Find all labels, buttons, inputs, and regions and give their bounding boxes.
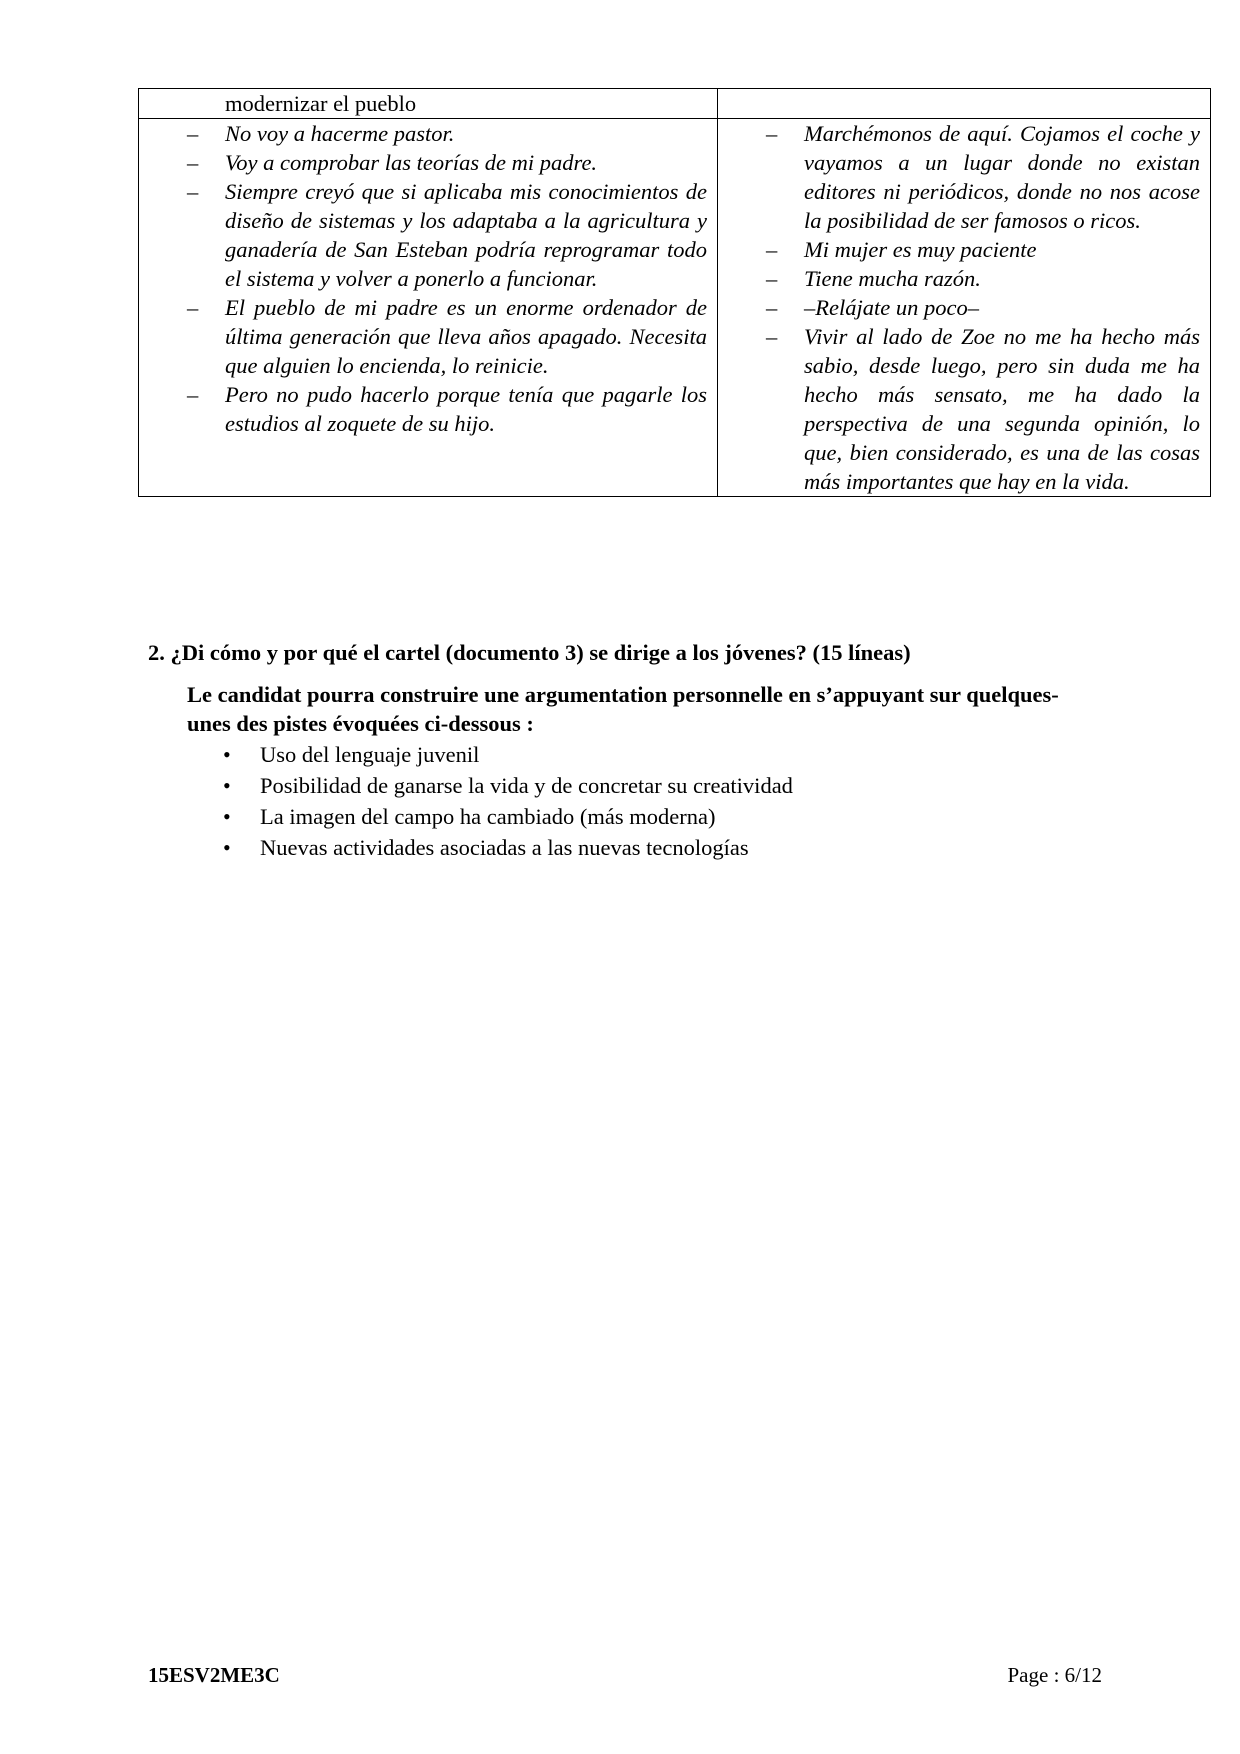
- instruction-text: Le candidat pourra construire une argumentation personnelle en s’appuyant sur quelques-unes des pistes évoquées ci-dessous :: [187, 682, 1059, 736]
- list-item: – Marchémonos de aquí. Cojamos el coche y vayamos a un lugar donde no existan editores ni periódicos, donde no nos acose la posibilidad de ser famosos o ricos.: [718, 119, 1200, 235]
- table-row: [139, 119, 1211, 497]
- list-item: • Nuevas actividades asociadas a las nuevas tecnologías: [187, 832, 1087, 863]
- table-row: [139, 89, 1211, 119]
- list-item: – Tiene mucha razón.: [718, 264, 1200, 293]
- list-item: – El pueblo de mi padre es un enorme ordenador de última generación que lleva años apagado. Necesita que alguien lo encienda, lo reinicie.: [139, 293, 707, 380]
- list-item: – Pero no pudo hacerlo porque tenía que pagarle los estudios al zoquete de su hijo.: [139, 380, 707, 438]
- question-heading: 2. ¿Di cómo y por qué el cartel (documento 3) se dirige a los jóvenes? (15 líneas): [148, 640, 911, 665]
- list-item: – Vivir al lado de Zoe no me ha hecho más sabio, desde luego, pero sin duda me ha hecho más sensato, me ha dado la perspectiva de una segunda opinión, lo que, bien considerado, es una de las cosas más importantes que hay en la vida.: [718, 322, 1200, 496]
- table-cell-left-header: [139, 89, 718, 119]
- table-cell-left: [139, 119, 718, 497]
- answer-table: [138, 88, 1211, 497]
- page-number: Page : 6/12: [1007, 1663, 1102, 1687]
- bullet-list: [187, 739, 1087, 863]
- left-cell-header-text: modernizar el pueblo: [225, 91, 417, 116]
- list-item: • Uso del lenguaje juvenil: [187, 739, 1087, 770]
- list-item: – No voy a hacerme pastor.: [139, 119, 707, 148]
- right-quote-list: [718, 119, 1200, 496]
- table-cell-right-header: [718, 89, 1211, 119]
- document-code: 15ESV2ME3C: [148, 1663, 280, 1687]
- list-item: – Siempre creyó que si aplicaba mis conocimientos de diseño de sistemas y los adaptaba a la agricultura y ganadería de San Esteban podría reprogramar todo el sistema y volver a ponerlo a funcionar.: [139, 177, 707, 293]
- list-item: – Voy a comprobar las teorías de mi padre.: [139, 148, 707, 177]
- list-item: – –Relájate un poco–: [718, 293, 1200, 322]
- list-item: • Posibilidad de ganarse la vida y de concretar su creatividad: [187, 770, 1087, 801]
- table-cell-right: [718, 119, 1211, 497]
- list-item: • La imagen del campo ha cambiado (más moderna): [187, 801, 1087, 832]
- list-item: – Mi mujer es muy paciente: [718, 235, 1200, 264]
- left-quote-list: [139, 119, 707, 438]
